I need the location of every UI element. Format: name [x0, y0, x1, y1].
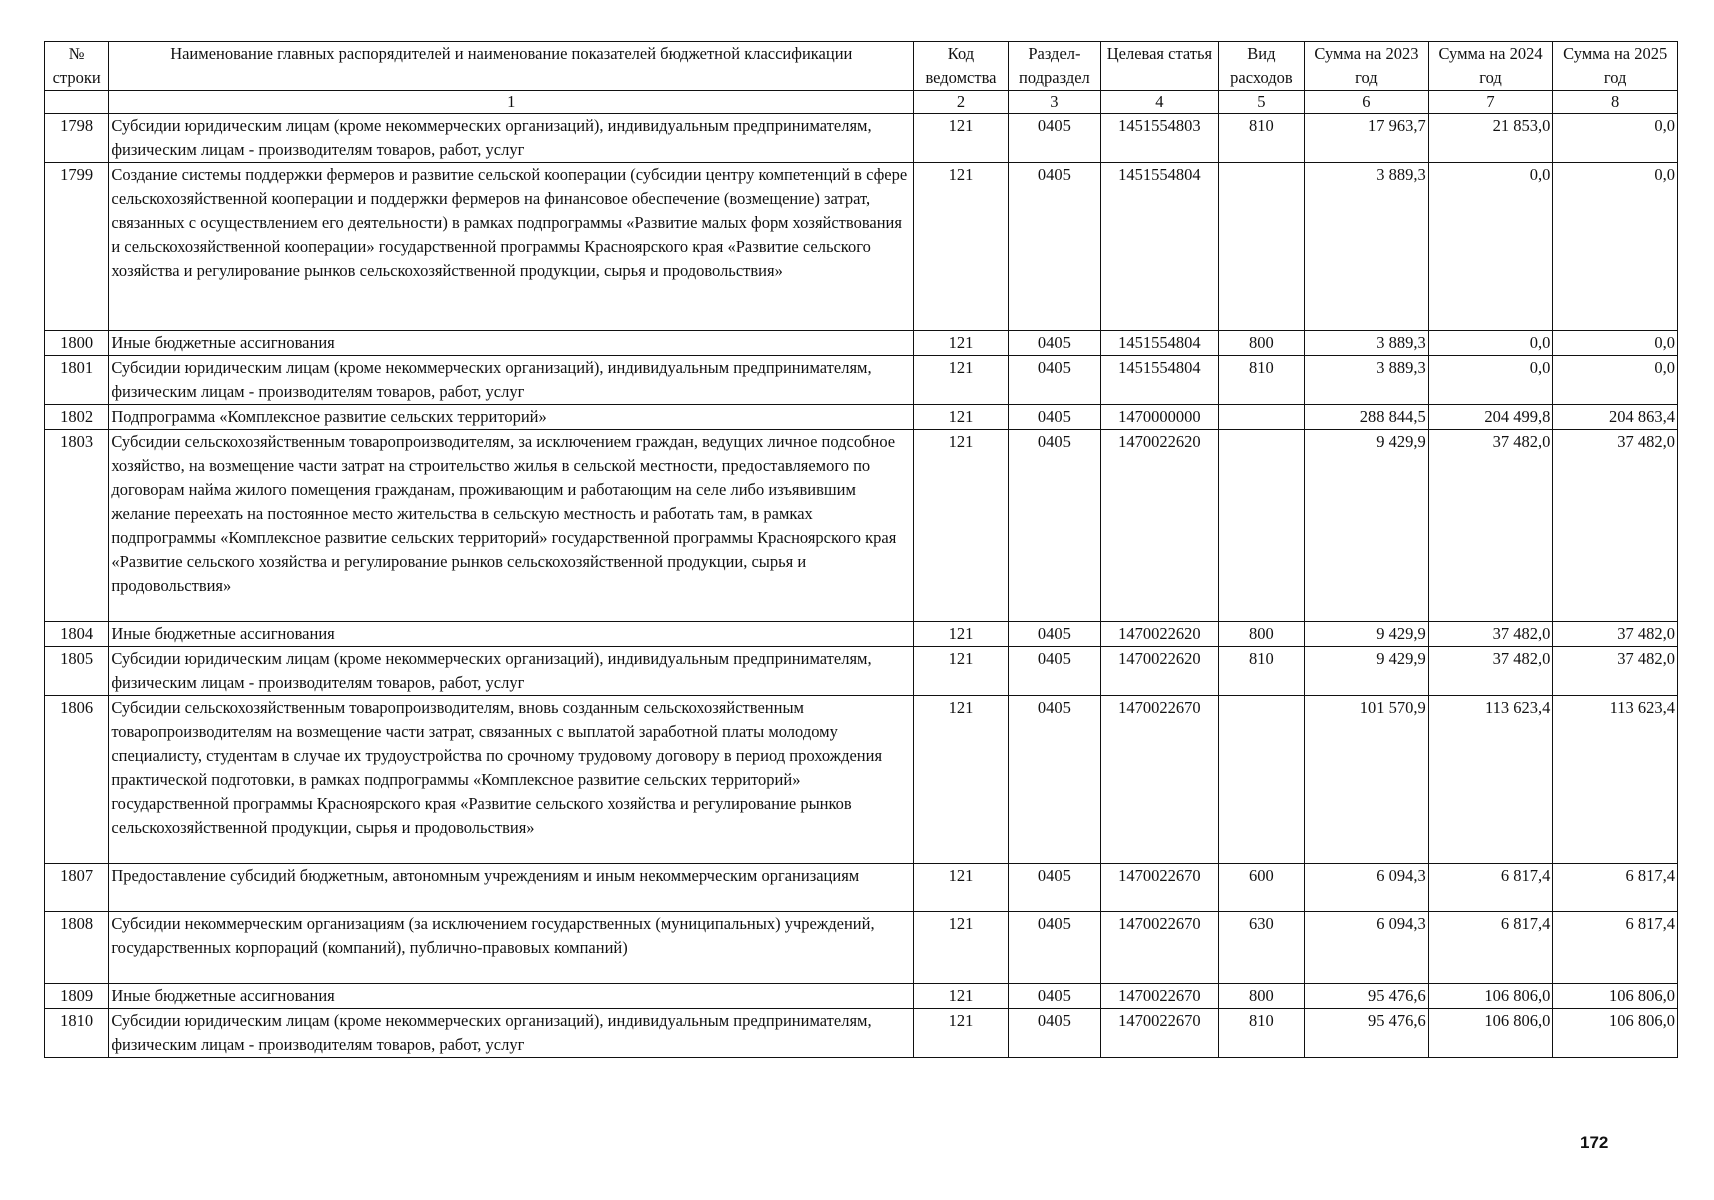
target-article-cell: 1470022620 — [1101, 647, 1219, 696]
expense-type-cell: 800 — [1218, 331, 1304, 356]
index-cell: 7 — [1428, 91, 1553, 114]
index-cell: 1 — [109, 91, 914, 114]
table-row — [45, 696, 1678, 864]
sum-2025-cell: 106 806,0 — [1553, 1009, 1678, 1058]
section-cell: 0405 — [1008, 912, 1100, 984]
sum-2025-cell: 37 482,0 — [1553, 647, 1678, 696]
section-cell: 0405 — [1008, 114, 1100, 163]
header-dept-code: Код ведомства — [914, 42, 1008, 91]
section-cell: 0405 — [1008, 405, 1100, 430]
sum-2023-cell: 288 844,5 — [1305, 405, 1429, 430]
sum-2024-cell: 0,0 — [1428, 163, 1553, 331]
expense-type-cell — [1218, 430, 1304, 622]
target-article-cell: 1470022670 — [1101, 864, 1219, 912]
row-number-cell: 1806 — [45, 696, 109, 864]
dept-code-cell: 121 — [914, 356, 1008, 405]
header-row — [45, 42, 1678, 91]
section-cell: 0405 — [1008, 1009, 1100, 1058]
table-row — [45, 331, 1678, 356]
expense-type-cell: 810 — [1218, 647, 1304, 696]
index-cell: 5 — [1218, 91, 1304, 114]
row-number-cell: 1805 — [45, 647, 109, 696]
table-row — [45, 1009, 1678, 1058]
target-article-cell: 1470022670 — [1101, 984, 1219, 1009]
dept-code-cell: 121 — [914, 1009, 1008, 1058]
dept-code-cell: 121 — [914, 696, 1008, 864]
expense-type-cell: 810 — [1218, 114, 1304, 163]
target-article-cell: 1470022620 — [1101, 430, 1219, 622]
sum-2023-cell: 95 476,6 — [1305, 1009, 1429, 1058]
table-row — [45, 622, 1678, 647]
row-number-cell: 1809 — [45, 984, 109, 1009]
expense-type-cell — [1218, 163, 1304, 331]
header-sum-2023: Сумма на 2023 год — [1305, 42, 1429, 91]
section-cell: 0405 — [1008, 984, 1100, 1009]
sum-2024-cell: 0,0 — [1428, 356, 1553, 405]
row-name-cell: Субсидии юридическим лицам (кроме некоммерческих организаций), индивидуальным предпринимателям, физическим лицам - производителям товаров, работ, услуг — [109, 114, 914, 163]
sum-2024-cell: 21 853,0 — [1428, 114, 1553, 163]
row-name-cell: Субсидии юридическим лицам (кроме некоммерческих организаций), индивидуальным предпринимателям, физическим лицам - производителям товаров, работ, услуг — [109, 356, 914, 405]
sum-2025-cell: 0,0 — [1553, 114, 1678, 163]
target-article-cell: 1470022620 — [1101, 622, 1219, 647]
table-row — [45, 405, 1678, 430]
dept-code-cell: 121 — [914, 430, 1008, 622]
table-row — [45, 864, 1678, 912]
target-article-cell: 1451554804 — [1101, 163, 1219, 331]
row-name-cell: Создание системы поддержки фермеров и развитие сельской кооперации (субсидии центру компетенций в сфере сельскохозяйственной кооперации и поддержки фермеров на финансовое обеспечение (возмещение) затрат, связанных с осуществлением его деятельности) в рамках подпрограммы «Развитие малых форм хозяйствования и сельскохозяйственной кооперации» государственной программы Красноярского края «Развитие сельского хозяйства и регулирование рынков сельскохозяйственной продукции, сырья и продовольствия» — [109, 163, 914, 331]
row-number-cell: 1803 — [45, 430, 109, 622]
expense-type-cell: 630 — [1218, 912, 1304, 984]
index-cell: 8 — [1553, 91, 1678, 114]
row-number-cell: 1808 — [45, 912, 109, 984]
dept-code-cell: 121 — [914, 114, 1008, 163]
row-number-cell: 1810 — [45, 1009, 109, 1058]
sum-2024-cell: 0,0 — [1428, 331, 1553, 356]
dept-code-cell: 121 — [914, 864, 1008, 912]
column-index-row — [45, 91, 1678, 114]
header-sum-2024: Сумма на 2024 год — [1428, 42, 1553, 91]
row-name-cell: Субсидии сельскохозяйственным товаропроизводителям, за исключением граждан, ведущих личное подсобное хозяйство, на возмещение части затрат на строительство жилья в сельской местности, предоставляемого по договорам найма жилого помещения гражданам, проживающим и работающим на селе либо изъявившим желание переехать на постоянное место жительства в сельскую местность и работать там, в рамках подпрограммы «Комплексное развитие сельских территорий» государственной программы Красноярского края «Развитие сельского хозяйства и регулирование рынков сельскохозяйственной продукции, сырья и продовольствия» — [109, 430, 914, 622]
expense-type-cell — [1218, 405, 1304, 430]
table-body — [45, 114, 1678, 1058]
sum-2025-cell: 0,0 — [1553, 356, 1678, 405]
sum-2023-cell: 17 963,7 — [1305, 114, 1429, 163]
sum-2025-cell: 204 863,4 — [1553, 405, 1678, 430]
section-cell: 0405 — [1008, 331, 1100, 356]
row-name-cell: Предоставление субсидий бюджетным, автономным учреждениям и иным некоммерческим организациям — [109, 864, 914, 912]
table-row — [45, 912, 1678, 984]
table-row — [45, 647, 1678, 696]
section-cell: 0405 — [1008, 696, 1100, 864]
sum-2025-cell: 37 482,0 — [1553, 430, 1678, 622]
row-name-cell: Иные бюджетные ассигнования — [109, 984, 914, 1009]
dept-code-cell: 121 — [914, 912, 1008, 984]
sum-2024-cell: 37 482,0 — [1428, 622, 1553, 647]
row-number-cell: 1801 — [45, 356, 109, 405]
table-row — [45, 163, 1678, 331]
section-cell: 0405 — [1008, 430, 1100, 622]
sum-2025-cell: 37 482,0 — [1553, 622, 1678, 647]
expense-type-cell — [1218, 696, 1304, 864]
section-cell: 0405 — [1008, 864, 1100, 912]
sum-2024-cell: 37 482,0 — [1428, 430, 1553, 622]
expense-type-cell: 800 — [1218, 622, 1304, 647]
dept-code-cell: 121 — [914, 984, 1008, 1009]
sum-2025-cell: 6 817,4 — [1553, 912, 1678, 984]
sum-2023-cell: 6 094,3 — [1305, 912, 1429, 984]
row-number-cell: 1807 — [45, 864, 109, 912]
header-target-article: Целевая статья — [1101, 42, 1219, 91]
header-expense-type: Вид расходов — [1218, 42, 1304, 91]
sum-2024-cell: 204 499,8 — [1428, 405, 1553, 430]
target-article-cell: 1470022670 — [1101, 912, 1219, 984]
page-number: 172 — [1580, 1133, 1609, 1152]
index-cell: 2 — [914, 91, 1008, 114]
dept-code-cell: 121 — [914, 405, 1008, 430]
row-number-cell: 1799 — [45, 163, 109, 331]
sum-2023-cell: 3 889,3 — [1305, 356, 1429, 405]
sum-2023-cell: 101 570,9 — [1305, 696, 1429, 864]
table-row — [45, 430, 1678, 622]
row-number-cell: 1802 — [45, 405, 109, 430]
sum-2024-cell: 6 817,4 — [1428, 864, 1553, 912]
sum-2025-cell: 106 806,0 — [1553, 984, 1678, 1009]
sum-2024-cell: 106 806,0 — [1428, 984, 1553, 1009]
target-article-cell: 1451554803 — [1101, 114, 1219, 163]
target-article-cell: 1451554804 — [1101, 331, 1219, 356]
target-article-cell: 1470000000 — [1101, 405, 1219, 430]
table-row — [45, 356, 1678, 405]
section-cell: 0405 — [1008, 163, 1100, 331]
expense-type-cell: 810 — [1218, 356, 1304, 405]
budget-table — [44, 41, 1678, 1058]
expense-type-cell: 810 — [1218, 1009, 1304, 1058]
sum-2024-cell: 113 623,4 — [1428, 696, 1553, 864]
dept-code-cell: 121 — [914, 163, 1008, 331]
sum-2025-cell: 0,0 — [1553, 163, 1678, 331]
dept-code-cell: 121 — [914, 622, 1008, 647]
expense-type-cell: 800 — [1218, 984, 1304, 1009]
row-name-cell: Субсидии сельскохозяйственным товаропроизводителям, вновь созданным сельскохозяйственным товаропроизводителям на возмещение части затрат, связанных с выплатой заработной платы молодому специалисту, студентам в случае их трудоустройства по срочному трудовому договору в период прохождения практической подготовки, в рамках подпрограммы «Комплексное развитие сельских территорий» государственной программы Красноярского края «Развитие сельского хозяйства и регулирование рынков сельскохозяйственной продукции, сырья и продовольствия» — [109, 696, 914, 864]
sum-2023-cell: 9 429,9 — [1305, 622, 1429, 647]
section-cell: 0405 — [1008, 647, 1100, 696]
row-number-cell: 1798 — [45, 114, 109, 163]
header-sum-2025: Сумма на 2025 год — [1553, 42, 1678, 91]
sum-2024-cell: 6 817,4 — [1428, 912, 1553, 984]
target-article-cell: 1470022670 — [1101, 1009, 1219, 1058]
dept-code-cell: 121 — [914, 647, 1008, 696]
target-article-cell: 1451554804 — [1101, 356, 1219, 405]
sum-2023-cell: 9 429,9 — [1305, 647, 1429, 696]
expense-type-cell: 600 — [1218, 864, 1304, 912]
row-name-cell: Субсидии юридическим лицам (кроме некоммерческих организаций), индивидуальным предпринимателям, физическим лицам - производителям товаров, работ, услуг — [109, 647, 914, 696]
row-number-cell: 1804 — [45, 622, 109, 647]
table-row — [45, 114, 1678, 163]
header-section: Раздел-подраздел — [1008, 42, 1100, 91]
row-number-cell: 1800 — [45, 331, 109, 356]
sum-2025-cell: 0,0 — [1553, 331, 1678, 356]
index-cell: 4 — [1101, 91, 1219, 114]
sum-2023-cell: 3 889,3 — [1305, 163, 1429, 331]
section-cell: 0405 — [1008, 622, 1100, 647]
dept-code-cell: 121 — [914, 331, 1008, 356]
header-name: Наименование главных распорядителей и наименование показателей бюджетной классификации — [109, 42, 914, 91]
row-name-cell: Субсидии некоммерческим организациям (за исключением государственных (муниципальных) учреждений, государственных корпораций (компаний), публично-правовых компаний) — [109, 912, 914, 984]
index-cell — [45, 91, 109, 114]
index-cell: 6 — [1305, 91, 1429, 114]
row-name-cell: Субсидии юридическим лицам (кроме некоммерческих организаций), индивидуальным предпринимателям, физическим лицам - производителям товаров, работ, услуг — [109, 1009, 914, 1058]
sum-2023-cell: 6 094,3 — [1305, 864, 1429, 912]
sum-2023-cell: 95 476,6 — [1305, 984, 1429, 1009]
table-row — [45, 984, 1678, 1009]
sum-2023-cell: 3 889,3 — [1305, 331, 1429, 356]
row-name-cell: Иные бюджетные ассигнования — [109, 331, 914, 356]
target-article-cell: 1470022670 — [1101, 696, 1219, 864]
row-name-cell: Подпрограмма «Комплексное развитие сельских территорий» — [109, 405, 914, 430]
sum-2023-cell: 9 429,9 — [1305, 430, 1429, 622]
section-cell: 0405 — [1008, 356, 1100, 405]
sum-2024-cell: 106 806,0 — [1428, 1009, 1553, 1058]
sum-2025-cell: 113 623,4 — [1553, 696, 1678, 864]
sum-2025-cell: 6 817,4 — [1553, 864, 1678, 912]
budget-sheet — [44, 41, 1678, 1058]
row-name-cell: Иные бюджетные ассигнования — [109, 622, 914, 647]
header-row-number: № строки — [45, 42, 109, 91]
index-cell: 3 — [1008, 91, 1100, 114]
sum-2024-cell: 37 482,0 — [1428, 647, 1553, 696]
